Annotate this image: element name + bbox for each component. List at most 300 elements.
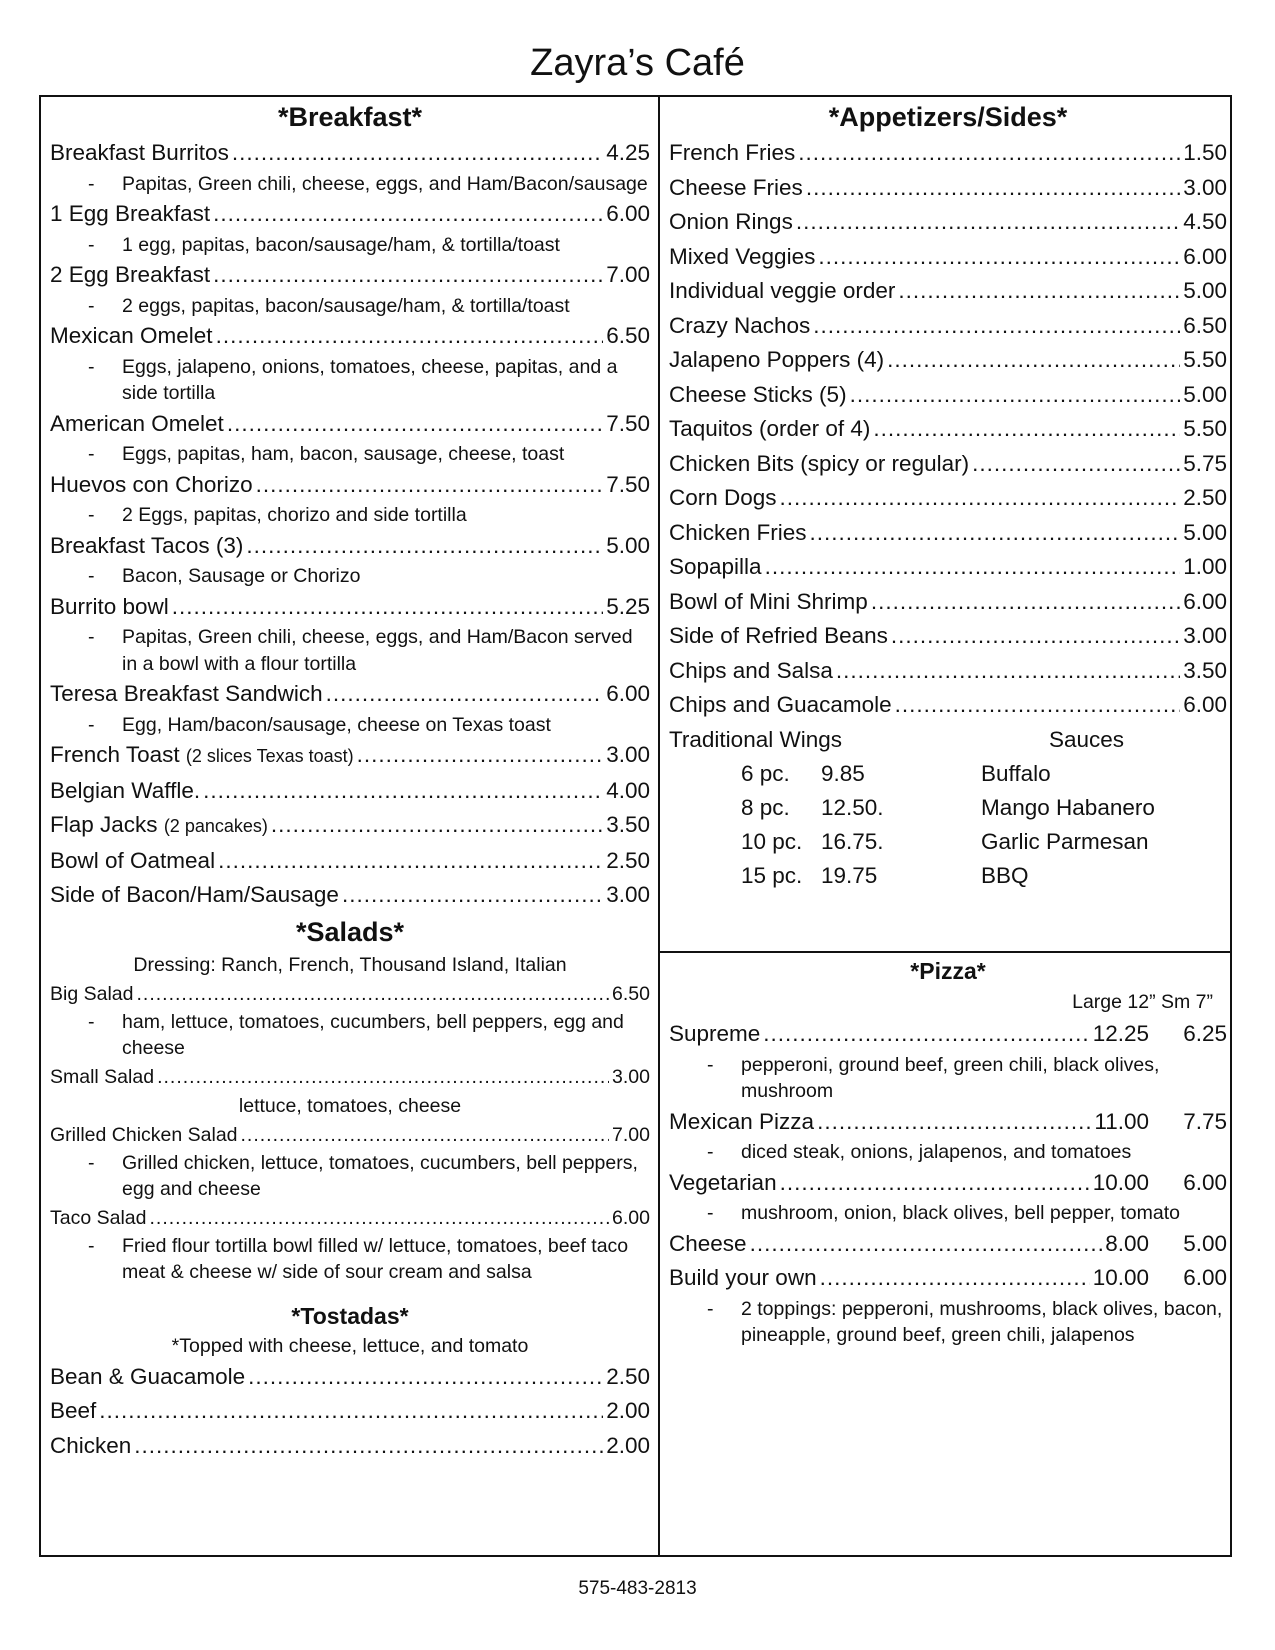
bullet-dash: - [88, 504, 95, 526]
item-name [669, 1105, 814, 1140]
item-price: 2.00 [606, 1432, 650, 1458]
item-description [50, 171, 650, 198]
wings-label: Traditional Wings [669, 726, 842, 752]
menu-item-row [50, 738, 650, 774]
item-description-text: Papitas, Green chili, cheese, eggs, and Ham/Bacon/sausage [122, 172, 648, 195]
item-name [50, 590, 169, 625]
item-name [669, 274, 895, 309]
item-name [669, 550, 762, 585]
item-name [50, 407, 224, 442]
menu-item-row [50, 677, 650, 712]
item-name [669, 688, 892, 723]
item-name [50, 1120, 238, 1150]
menu-item-row [50, 844, 650, 879]
dot-leader [898, 274, 1180, 309]
item-name [50, 1203, 146, 1233]
item-name-text: Belgian Waffle. [50, 777, 201, 803]
item-price: 5.00 [606, 532, 650, 558]
dressing-note: Dressing: Ranch, French, Thousand Island, Italian [133, 953, 567, 976]
dot-leader [873, 412, 1180, 447]
dot-leader [820, 1261, 1090, 1296]
salad-note: lettuce, tomatoes, cheese [238, 1094, 462, 1117]
item-name [50, 677, 323, 712]
item-name-text: Huevos con Chorizo [50, 471, 253, 497]
item-name-text: Bean & Guacamole [50, 1363, 246, 1389]
item-description [669, 1052, 1227, 1105]
item-description-text: ham, lettuce, tomatoes, cucumbers, bell peppers, egg and cheese [122, 1010, 624, 1059]
menu-item-row [50, 878, 650, 913]
item-name-text: Corn Dogs [669, 485, 777, 510]
phone-number: 575-483-2813 [578, 1578, 697, 1599]
menu-item-row [669, 447, 1227, 482]
item-price: 5.50 [1183, 416, 1227, 441]
item-name [50, 258, 210, 293]
item-name [50, 808, 268, 844]
menu-item-row [669, 654, 1227, 689]
pizza-sizes: Large 12” Sm 7” [1072, 991, 1213, 1013]
dot-leader [172, 590, 603, 625]
item-price: 5.00 [1183, 381, 1227, 407]
item-description [50, 712, 650, 739]
item-name [50, 319, 213, 354]
menu-item-row [669, 688, 1227, 723]
item-name-text: Cheese Fries [669, 174, 803, 200]
item-description [50, 232, 650, 259]
breakfast-list [50, 136, 650, 738]
item-price: 7.50 [606, 471, 650, 497]
item-name-text: Supreme [669, 1021, 761, 1046]
item-price: 7.00 [606, 262, 650, 287]
item-description-text: mushroom, onion, black olives, bell pepper, tomato [741, 1202, 1180, 1224]
item-description [50, 502, 650, 529]
item-price: 6.00 [1183, 243, 1227, 269]
breakfast-heading: *Breakfast* [277, 102, 423, 132]
item-price-large: 10.00 [1092, 1169, 1149, 1195]
menu-item-row [50, 1203, 650, 1233]
item-name [50, 529, 243, 564]
wing-price: 19.75 [821, 862, 878, 888]
menu-item-row [669, 585, 1227, 620]
item-name-text: Big Salad [50, 982, 134, 1005]
item-description-text: 2 Eggs, papitas, chorizo and side tortilla [122, 504, 467, 526]
item-price: 6.00 [1183, 692, 1227, 717]
item-name [50, 1429, 131, 1464]
item-name-text: Sopapilla [669, 554, 762, 579]
item-name [50, 1062, 154, 1092]
wing-price: 9.85 [821, 760, 865, 786]
item-name-text: Mixed Veggies [669, 243, 816, 269]
menu-item-row [50, 319, 650, 354]
appetizers-list [669, 136, 1227, 723]
item-price: 1.00 [1183, 554, 1227, 579]
item-name [50, 136, 229, 171]
item-price: 4.50 [1183, 209, 1227, 234]
menu-item-row [50, 808, 650, 844]
dot-leader [871, 585, 1180, 620]
item-price: 3.00 [1183, 623, 1227, 648]
wing-price: 16.75. [821, 828, 884, 854]
dot-leader [99, 1394, 603, 1429]
wings-header [669, 723, 1227, 757]
item-price: 7.00 [612, 1123, 650, 1146]
item-description-text: Bacon, Sausage or Chorizo [122, 565, 361, 587]
menu-item-row [669, 240, 1227, 275]
salads-heading: *Salads* [295, 916, 405, 947]
menu-item-row [50, 468, 650, 503]
dot-leader [796, 205, 1180, 240]
tostadas-list [50, 1360, 650, 1464]
dot-leader [342, 878, 603, 913]
item-name [50, 197, 210, 232]
dot-leader [216, 319, 604, 354]
item-price: 6.00 [606, 201, 650, 226]
item-name-text: Jalapeno Poppers (4) [669, 347, 885, 372]
item-name [669, 1261, 817, 1296]
dot-leader [817, 1105, 1091, 1140]
dot-leader [213, 197, 603, 232]
item-name-text: Small Salad [50, 1065, 155, 1088]
menu-item-row [50, 197, 650, 232]
item-name [50, 738, 354, 774]
menu-item-row [50, 136, 650, 171]
item-price-large: 10.00 [1092, 1265, 1149, 1290]
item-name [669, 240, 815, 275]
pizza-list [669, 1017, 1227, 1349]
menu-item-row [669, 274, 1227, 309]
dot-leader [750, 1227, 1103, 1262]
bullet-dash: - [88, 355, 95, 378]
item-price-large: 8.00 [1105, 1230, 1149, 1256]
item-price: 3.00 [606, 882, 650, 907]
item-description-text: diced steak, onions, jalapenos, and tomatoes [741, 1141, 1132, 1163]
item-price-small: 5.00 [1183, 1230, 1227, 1256]
dot-leader [836, 654, 1180, 689]
item-price-small: 6.00 [1183, 1169, 1227, 1195]
item-name [669, 1227, 747, 1262]
menu-item-row [50, 774, 650, 809]
salads-list [50, 979, 650, 1286]
item-price-large: 11.00 [1094, 1108, 1149, 1134]
item-name-text: Crazy Nachos [669, 312, 811, 338]
item-note: (2 slices Texas toast) [185, 746, 354, 766]
item-price: 3.50 [606, 812, 650, 837]
bullet-dash: - [707, 1202, 714, 1224]
dot-leader [798, 136, 1180, 171]
wing-count: 15 pc. [741, 862, 803, 888]
dot-leader [232, 136, 603, 171]
dot-leader [810, 516, 1181, 551]
dot-leader [246, 529, 603, 564]
menu-item-row [669, 1105, 1227, 1140]
item-price: 5.00 [1183, 278, 1227, 303]
item-price: 6.00 [1183, 588, 1227, 614]
bullet-dash: - [707, 1141, 714, 1163]
dot-leader [241, 1120, 610, 1150]
wing-row [669, 757, 1227, 791]
menu-item-row [50, 407, 650, 442]
appetizers-heading: *Appetizers/Sides* [828, 102, 1068, 132]
item-price: 1.50 [1183, 140, 1227, 165]
item-name [669, 309, 810, 344]
menu-item-row [669, 205, 1227, 240]
dot-leader [895, 688, 1181, 723]
menu-item-row [669, 516, 1227, 551]
menu-item-row [669, 1261, 1227, 1296]
dot-leader [818, 240, 1180, 275]
dot-leader [213, 258, 603, 293]
item-name-text: Vegetarian [669, 1169, 777, 1195]
menu-item-row [669, 171, 1227, 206]
wings-list [669, 757, 1227, 893]
item-description-text: pepperoni, ground beef, green chili, black olives, mushroom [741, 1053, 1160, 1102]
item-name [669, 516, 807, 551]
item-name [50, 1360, 245, 1395]
menu-item-row [50, 529, 650, 564]
dot-leader [227, 407, 603, 442]
dot-leader [887, 343, 1180, 378]
menu-item-row [669, 550, 1227, 585]
item-price-small: 7.75 [1183, 1108, 1227, 1134]
item-name-text: Grilled Chicken Salad [50, 1123, 238, 1146]
dot-leader [891, 619, 1180, 654]
menu-item-row [669, 619, 1227, 654]
item-name [50, 878, 339, 913]
bullet-dash: - [707, 1297, 714, 1320]
bullet-dash: - [88, 1234, 95, 1257]
item-name [669, 654, 833, 689]
menu-item-row [669, 1017, 1227, 1052]
bullet-dash: - [88, 1151, 95, 1174]
item-price: 3.00 [1183, 174, 1227, 200]
item-description-text: Eggs, jalapeno, onions, tomatoes, cheese, papitas, and a side tortilla [122, 355, 618, 404]
item-name-text: Taquitos (order of 4) [669, 416, 871, 441]
item-name-text: Side of Refried Beans [669, 623, 888, 648]
menu-item-row [50, 590, 650, 625]
item-price: 4.25 [606, 140, 650, 165]
wing-price: 12.50. [821, 794, 884, 820]
item-price: 6.00 [606, 681, 650, 706]
bullet-dash: - [88, 172, 95, 195]
menu-item-row [50, 1062, 650, 1092]
tostadas-note: *Topped with cheese, lettuce, and tomato [171, 1334, 529, 1357]
item-price: 2.50 [606, 847, 650, 873]
menu-item-row [50, 258, 650, 293]
menu-item-row [50, 1429, 650, 1464]
wing-sauce: Buffalo [981, 760, 1051, 786]
bullet-dash: - [88, 233, 95, 256]
item-name-text: Cheese [669, 1230, 747, 1256]
item-description [50, 441, 650, 468]
bullet-dash: - [88, 626, 95, 648]
bullet-dash: - [707, 1053, 714, 1076]
item-name-text: Beef [50, 1398, 97, 1423]
column-divider [658, 95, 660, 1557]
item-name-text: Cheese Sticks (5) [669, 381, 847, 407]
dot-leader [813, 309, 1180, 344]
item-name [669, 343, 884, 378]
item-name [669, 412, 870, 447]
item-name-text: Bowl of Oatmeal [50, 847, 216, 873]
item-name-text: Chips and Salsa [669, 657, 833, 683]
dot-leader [780, 481, 1181, 516]
wing-count: 8 pc. [741, 794, 790, 820]
item-price: 3.00 [606, 742, 650, 767]
dot-leader [850, 378, 1181, 413]
item-description-text: 2 eggs, papitas, bacon/sausage/ham, & tortilla/toast [122, 294, 570, 317]
item-name [669, 1166, 777, 1201]
pizza-divider [659, 951, 1232, 953]
dot-leader [357, 738, 604, 773]
dot-leader [806, 171, 1180, 206]
item-price: 3.50 [1183, 657, 1227, 683]
dot-leader [972, 447, 1180, 482]
menu-item-row [669, 481, 1227, 516]
bullet-dash: - [88, 565, 95, 587]
item-price: 5.75 [1183, 450, 1227, 476]
item-price: 2.50 [1183, 485, 1227, 510]
item-name [669, 136, 795, 171]
bullet-dash: - [88, 294, 95, 317]
item-description [669, 1296, 1227, 1349]
item-name [50, 1394, 96, 1429]
item-description [50, 624, 650, 677]
item-name-text: American Omelet [50, 410, 224, 436]
item-price: 6.50 [612, 982, 650, 1005]
bullet-dash: - [88, 1010, 95, 1033]
right-column [669, 98, 1227, 893]
cafe-title: Zayra’s Café [530, 42, 745, 84]
item-price: 5.00 [1183, 519, 1227, 545]
item-name-text: Taco Salad [50, 1206, 147, 1229]
item-name [669, 378, 847, 413]
item-name [669, 171, 803, 206]
item-name [669, 619, 888, 654]
item-name-text: Burrito bowl [50, 593, 169, 619]
item-name-text: French Fries [669, 140, 796, 165]
dot-leader [218, 844, 603, 879]
wing-sauce: Garlic Parmesan [981, 828, 1149, 854]
item-name [669, 585, 868, 620]
dot-leader [203, 774, 603, 809]
dot-leader [248, 1360, 603, 1395]
dot-leader [134, 1429, 603, 1464]
menu-item-row [50, 1120, 650, 1150]
item-description [669, 1139, 1227, 1166]
item-name [50, 844, 215, 879]
item-description [50, 354, 650, 407]
menu-item-row [669, 412, 1227, 447]
item-price: 6.50 [1183, 312, 1227, 338]
item-name-text: Side of Bacon/Ham/Sausage [50, 882, 339, 907]
menu-item-row [669, 1227, 1227, 1262]
breakfast-simple-list [50, 738, 650, 913]
item-name-text: Chicken Fries [669, 519, 807, 545]
left-column [50, 98, 650, 1463]
item-name-text: 2 Egg Breakfast [50, 262, 211, 287]
wing-row [669, 859, 1227, 893]
item-price: 6.50 [606, 323, 650, 348]
item-description [50, 1233, 650, 1286]
pizza-heading: *Pizza* [910, 958, 986, 984]
item-name-text: French Toast [50, 742, 180, 767]
item-price: 5.25 [606, 593, 650, 619]
item-description-text: Papitas, Green chili, cheese, eggs, and Ham/Bacon served in a bowl with a flour tortilla [122, 626, 633, 675]
item-name-text: Chicken [50, 1432, 132, 1458]
item-name [50, 979, 133, 1009]
item-name [669, 205, 793, 240]
item-description [50, 293, 650, 320]
item-name [669, 1017, 760, 1052]
item-price-small: 6.25 [1183, 1021, 1227, 1046]
item-description-text: 1 egg, papitas, bacon/sausage/ham, & tortilla/toast [122, 233, 560, 256]
dot-leader [765, 550, 1181, 585]
item-name-text: Onion Rings [669, 209, 793, 234]
item-description-text: Eggs, papitas, ham, bacon, sausage, cheese, toast [122, 443, 565, 465]
item-price: 6.00 [612, 1206, 650, 1229]
menu-item-row [50, 1360, 650, 1395]
item-price: 5.50 [1183, 347, 1227, 372]
item-name-text: Chicken Bits (spicy or regular) [669, 450, 970, 476]
item-name-text: Individual veggie order [669, 278, 896, 303]
menu-item-row [50, 1394, 650, 1429]
item-price: 2.50 [606, 1363, 650, 1389]
item-description-text: 2 toppings: pepperoni, mushrooms, black olives, bacon, pineapple, ground beef, green chili, jalapenos [741, 1297, 1223, 1346]
dot-leader [157, 1062, 609, 1092]
dot-leader [780, 1166, 1090, 1201]
menu-item-row [669, 378, 1227, 413]
dot-leader [763, 1017, 1089, 1052]
item-description-text: Fried flour tortilla bowl filled w/ lettuce, tomatoes, beef taco meat & cheese w/ side of sour cream and salsa [122, 1234, 629, 1283]
item-description [669, 1200, 1227, 1227]
item-name [50, 468, 253, 503]
item-name-text: Breakfast Tacos (3) [50, 532, 244, 558]
item-name-text: Teresa Breakfast Sandwich [50, 681, 323, 706]
spacer [50, 1286, 650, 1300]
item-description [50, 1150, 650, 1203]
wing-sauce: Mango Habanero [981, 794, 1155, 820]
item-note: (2 pancakes) [163, 816, 268, 836]
item-description-text: Egg, Ham/bacon/sausage, cheese on Texas toast [122, 713, 551, 736]
item-name [669, 447, 969, 482]
dot-leader [271, 808, 603, 843]
dot-leader [326, 677, 604, 712]
menu-item-row [50, 979, 650, 1009]
item-name-text: Bowl of Mini Shrimp [669, 588, 868, 614]
tostadas-heading: *Tostadas* [291, 1302, 409, 1329]
item-name-text: Breakfast Burritos [50, 140, 229, 165]
menu-item-row [669, 136, 1227, 171]
item-name-text: Flap Jacks [50, 812, 158, 837]
dot-leader [136, 979, 609, 1009]
item-name-text: 1 Egg Breakfast [50, 201, 211, 226]
bullet-dash: - [88, 713, 95, 736]
wing-sauce: BBQ [981, 862, 1029, 888]
item-price: 2.00 [606, 1398, 650, 1423]
menu-item-row [669, 343, 1227, 378]
item-price-small: 6.00 [1183, 1265, 1227, 1290]
wing-row [669, 825, 1227, 859]
dot-leader [149, 1203, 609, 1233]
dot-leader [256, 468, 604, 503]
item-price-large: 12.25 [1092, 1021, 1149, 1046]
item-description [50, 1009, 650, 1062]
item-description-text: Grilled chicken, lettuce, tomatoes, cucumbers, bell peppers, egg and cheese [122, 1151, 638, 1200]
pizza-section [669, 955, 1227, 1349]
bullet-dash: - [88, 443, 95, 465]
wing-count: 6 pc. [741, 760, 790, 786]
menu-item-row [669, 1166, 1227, 1201]
wing-count: 10 pc. [741, 828, 803, 854]
